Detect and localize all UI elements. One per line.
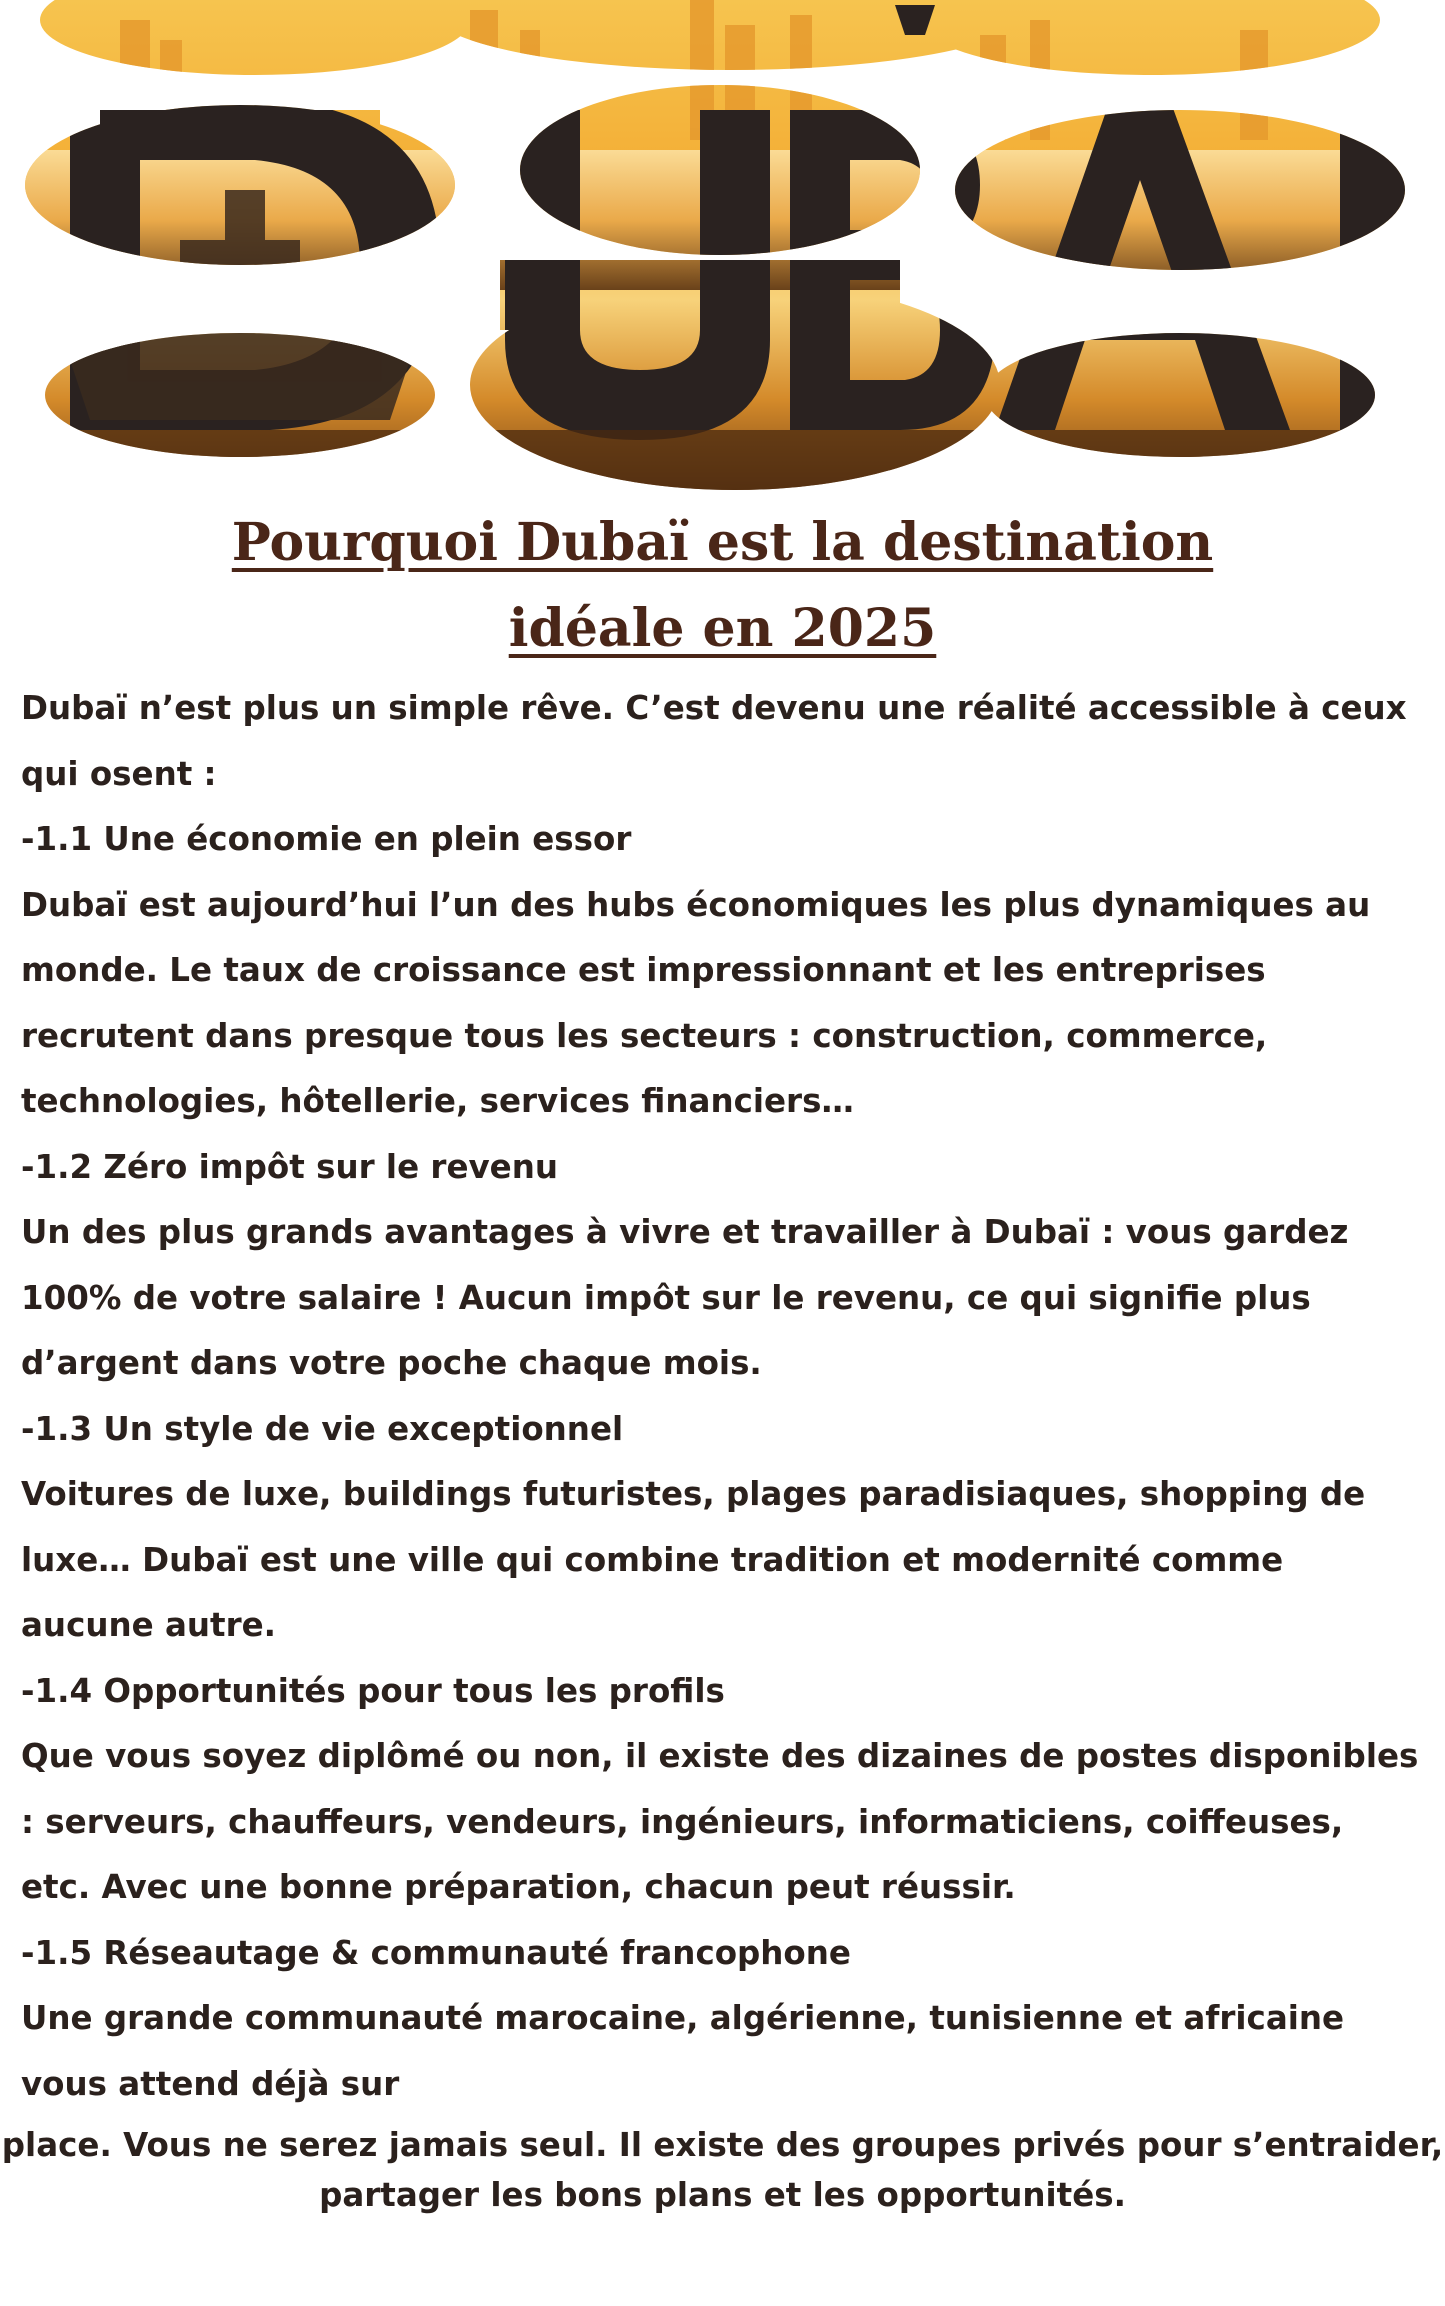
section-heading-1-3: -1.3 Un style de vie exceptionnel	[21, 1409, 624, 1448]
section-heading-1-4: -1.4 Opportunités pour tous les profils	[21, 1671, 725, 1710]
page-title-line-2: idéale en 2025	[508, 598, 937, 659]
section-text-1-3: Voitures de luxe, buildings futuristes, plages paradisiaques, shopping de luxe… Dubaï est une ville qui combine tradition et modernité comme aucune autre.	[21, 1475, 1366, 1644]
section-text-1-4: Que vous soyez diplômé ou non, il existe des dizaines de postes disponibles : serveurs, chauffeurs, vendeurs, ingénieurs, informaticiens, coiffeuses, etc. Avec une bonne préparation, chacun peut réussir.	[21, 1737, 1419, 1906]
hero-image	[0, 0, 1445, 500]
section-text-1-2: Un des plus grands avantages à vivre et travailler à Dubaï : vous gardez 100% de votre salaire ! Aucun impôt sur le revenu, ce qui signifie plus d’argent dans votre poche chaque mois.	[21, 1213, 1349, 1382]
hero-photo-collage	[0, 0, 1445, 500]
section-heading-1-2: -1.2 Zéro impôt sur le revenu	[21, 1147, 558, 1186]
section-text-1-1: Dubaï est aujourd’hui l’un des hubs économiques les plus dynamiques au monde. Le taux de croissance est impressionnant et les entreprises recrutent dans presque tous les secteurs : construction, commerce, technologies, hôtellerie, services financiers…	[21, 885, 1371, 1120]
section-text-1-5: Une grande communauté marocaine, algérienne, tunisienne et africaine vous attend déjà sur	[21, 1999, 1345, 2103]
intro-paragraph: Dubaï n’est plus un simple rêve. C’est devenu une réalité accessible à ceux qui osent :	[21, 689, 1407, 793]
page-title	[0, 500, 1445, 672]
closing-line-2: partager les bons plans et les opportunités.	[319, 2176, 1126, 2214]
article-body	[21, 676, 1421, 2117]
page-title-line-1: Pourquoi Dubaï est la destination	[231, 512, 1214, 573]
closing-paragraph	[0, 2120, 1445, 2220]
closing-line-1: place. Vous ne serez jamais seul. Il existe des groupes privés pour s’entraider,	[1, 2126, 1444, 2164]
section-heading-1-5: -1.5 Réseautage & communauté francophone	[21, 1933, 851, 1972]
section-heading-1-1: -1.1 Une économie en plein essor	[21, 820, 632, 858]
